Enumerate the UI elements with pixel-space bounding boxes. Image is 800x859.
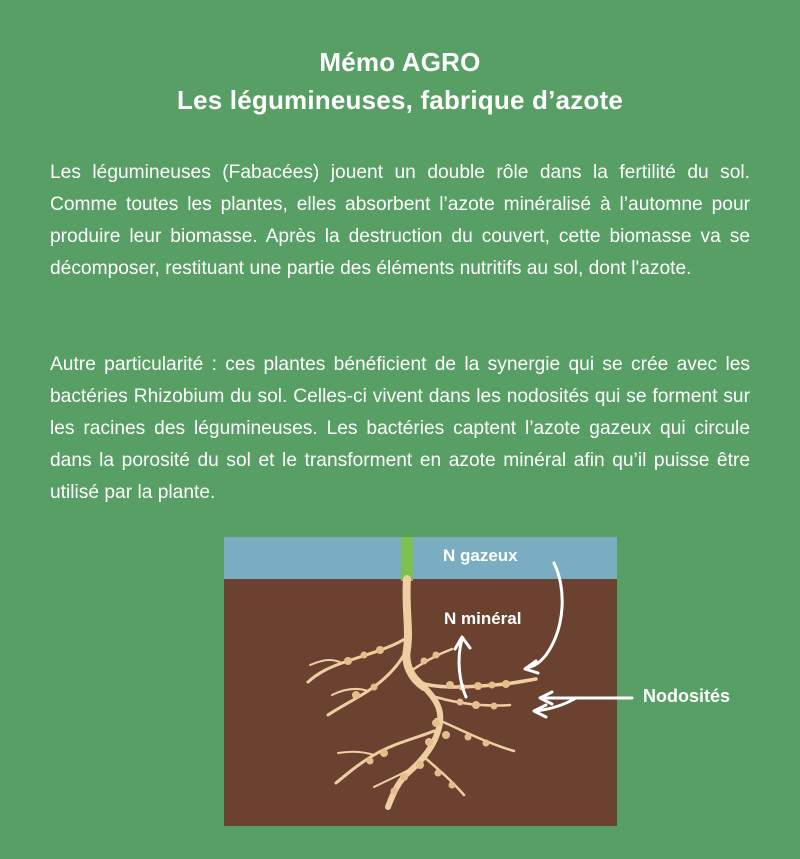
page-title: Les légumineuses, fabrique d’azote — [176, 85, 624, 115]
label-nodosites: Nodosités — [643, 686, 731, 706]
label-n-mineral: N minéral — [444, 609, 522, 628]
page-subtitle: Mémo AGRO — [319, 47, 481, 77]
soil-area — [224, 579, 617, 826]
plant-stem — [401, 537, 413, 581]
root-nitrogen-diagram — [224, 537, 617, 826]
paragraph-intro: Les légumineuses (Fabacées) jouent un double rôle dans la fertilité du sol. Comme toutes les plantes, elles absorbent l’azote minéralisé à l’automne pour produire leur biomasse. Après la destruction du couvert, cette biomasse va se décomposer, restituant une partie des éléments nutritifs au sol, dont l'azote. — [50, 162, 750, 279]
paragraph-rhizobium: Autre particularité : ces plantes bénéficient de la synergie qui se crée avec les bactéries Rhizobium du sol. Celles-ci vivent dans les nodosités qui se forment sur les racines des légumineuses. Les bactéries captent l’azote gazeux qui circule dans la porosité du sol et le transforment en azote minéral afin qu’il puisse être utilisé par la plante. — [50, 354, 750, 503]
title-block — [0, 44, 800, 120]
label-n-gazeux: N gazeux — [443, 546, 518, 565]
